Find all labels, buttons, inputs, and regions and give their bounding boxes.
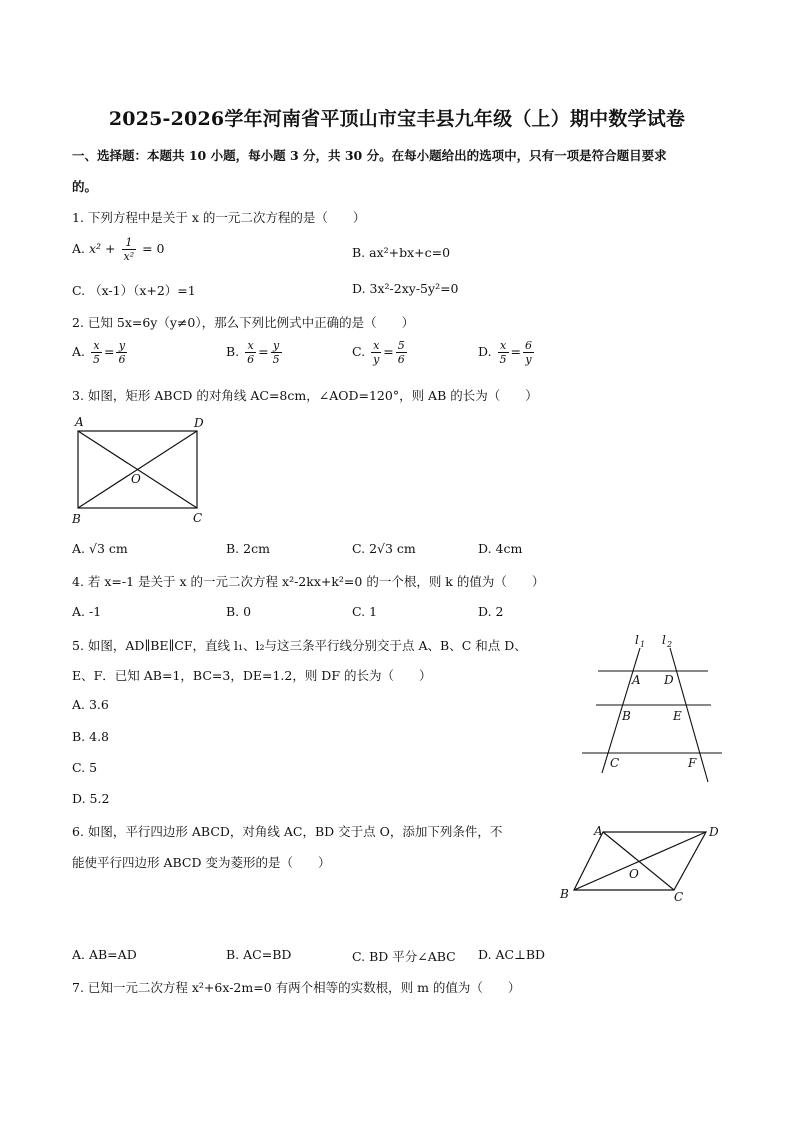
q5-stem-line2: E、F．已知 AB=1，BC=3，DE=1.2，则 DF 的长为（ ） bbox=[72, 668, 432, 683]
q3-option-b: B. 2cm bbox=[226, 541, 270, 556]
q5-option-c: C. 5 bbox=[72, 760, 98, 775]
q5-label-l2: l bbox=[662, 633, 666, 647]
page-title: 2025-2026学年河南省平顶山市宝丰县九年级（上）期中数学试卷 bbox=[108, 108, 686, 130]
q2-c-n2: 5 bbox=[397, 339, 405, 352]
q6-diagonal-ac bbox=[603, 832, 674, 890]
q6-label-d: D bbox=[709, 825, 719, 839]
q2-d-n2: 6 bbox=[525, 339, 533, 352]
q6-label-c: C bbox=[674, 890, 684, 904]
q2-d-eq: = bbox=[510, 344, 522, 359]
q6-diagonal-bd bbox=[574, 832, 706, 890]
q5-label-d: D bbox=[664, 673, 674, 687]
q6-label-o: O bbox=[629, 867, 639, 881]
q2-a-eq: = bbox=[104, 344, 115, 359]
q1-option-a bbox=[72, 236, 165, 263]
q2-b-d1: 6 bbox=[247, 353, 255, 366]
q4-option-a: A. -1 bbox=[72, 604, 102, 619]
q2-b-eq: = bbox=[258, 344, 269, 359]
q5-label-c: C bbox=[610, 756, 620, 770]
q2-a-n2: y bbox=[116, 339, 127, 353]
q3-label-d: D bbox=[194, 416, 204, 430]
q2-a-frac1 bbox=[91, 339, 102, 366]
q3-option-d: D. 4cm bbox=[478, 541, 523, 556]
q2-c-frac2 bbox=[396, 339, 407, 366]
q3-label-b: B bbox=[72, 512, 81, 526]
q1-a-expr-pre: x² + bbox=[89, 241, 116, 256]
q1-option-c: C. （x-1）（x+2）=1 bbox=[72, 283, 196, 298]
q2-a-n1: x bbox=[91, 339, 102, 353]
q5-line-l1 bbox=[602, 648, 640, 773]
q2-c-d2: 6 bbox=[397, 353, 405, 366]
q5-label-f: F bbox=[688, 756, 697, 770]
q2-option-d bbox=[478, 339, 536, 366]
q3-option-a: A. √3 cm bbox=[72, 541, 128, 556]
section-heading-line2: 的。 bbox=[72, 179, 98, 194]
q2-b-n1: x bbox=[245, 339, 256, 353]
q4-option-d: D. 2 bbox=[478, 604, 504, 619]
q2-d-frac1 bbox=[498, 339, 509, 366]
q2-d-n1: x bbox=[498, 339, 509, 353]
q5-option-d: D. 5.2 bbox=[72, 791, 110, 806]
q2-b-d2: 5 bbox=[272, 353, 280, 366]
q5-parallel-lines-figure bbox=[578, 630, 728, 785]
q6-label-b: B bbox=[560, 887, 569, 901]
q1-a-fraction bbox=[122, 236, 137, 263]
q2-d-d1: 5 bbox=[499, 353, 507, 366]
q6-stem-line2: 能使平行四边形 ABCD 变为菱形的是（ ） bbox=[72, 855, 331, 870]
q6-option-a: A. AB=AD bbox=[72, 947, 137, 962]
q6-option-d: D. AC⊥BD bbox=[478, 947, 546, 962]
q5-label-a: A bbox=[632, 673, 641, 687]
q4-option-c: C. 1 bbox=[352, 604, 378, 619]
q2-b-frac2 bbox=[271, 339, 282, 366]
q5-label-l2-sub: 2 bbox=[667, 640, 673, 649]
q2-c-n1: x bbox=[373, 339, 380, 352]
q4-stem: 4. 若 x=-1 是关于 x 的一元二次方程 x²-2kx+k²=0 的一个根，则 k 的值为（ ） bbox=[72, 574, 545, 589]
q6-option-c: C. BD 平分∠ABC bbox=[352, 949, 456, 964]
q3-rectangle-figure bbox=[66, 412, 216, 528]
q2-c-label: C. bbox=[352, 344, 366, 359]
q5-stem-line1: 5. 如图，AD∥BE∥CF，直线 l₁、l₂与这三条平行线分别交于点 A、B、C 和点 D、 bbox=[72, 638, 527, 653]
q5-label-l1-sub: 1 bbox=[640, 640, 646, 649]
q2-option-a bbox=[72, 339, 129, 366]
q2-option-b bbox=[226, 339, 284, 366]
q2-d-frac2 bbox=[523, 339, 534, 366]
q2-d-d2: y bbox=[525, 353, 532, 366]
q3-stem: 3. 如图，矩形 ABCD 的对角线 AC=8cm，∠AOD=120°，则 AB 的长为（ ） bbox=[72, 388, 538, 403]
q5-label-b: B bbox=[622, 709, 631, 723]
q1-a-label: A. bbox=[72, 241, 86, 256]
q1-a-expr-post: = 0 bbox=[142, 241, 165, 256]
q2-a-d1: 5 bbox=[93, 353, 100, 366]
q6-option-b: B. AC=BD bbox=[226, 947, 292, 962]
q1-stem: 1. 下列方程中是关于 x 的一元二次方程的是（ ） bbox=[72, 210, 366, 225]
q1-a-frac-num: 1 bbox=[122, 236, 137, 250]
q5-option-a: A. 3.6 bbox=[72, 697, 109, 712]
section-heading-line1: 一、选择题：本题共 10 小题，每小题 3 分，共 30 分。在每小题给出的选项中，只有一项是符合题目要求 bbox=[72, 148, 667, 163]
q5-option-b: B. 4.8 bbox=[72, 729, 110, 744]
q3-label-c: C bbox=[193, 511, 203, 525]
q5-label-l1: l bbox=[635, 633, 639, 647]
q2-c-eq: = bbox=[383, 344, 394, 359]
q3-label-a: A bbox=[75, 415, 84, 429]
q3-label-o: O bbox=[131, 472, 141, 486]
q2-c-frac1 bbox=[371, 339, 381, 366]
q2-d-label: D. bbox=[478, 344, 492, 359]
q2-b-n2: y bbox=[271, 339, 282, 353]
q6-parallelogram-figure bbox=[556, 820, 726, 910]
q2-stem: 2. 已知 5x=6y（y≠0），那么下列比例式中正确的是（ ） bbox=[72, 315, 415, 330]
q1-option-b: B. ax²+bx+c=0 bbox=[352, 245, 451, 260]
q1-option-d: D. 3x²-2xy-5y²=0 bbox=[352, 281, 459, 296]
q2-b-frac1 bbox=[245, 339, 256, 366]
q4-option-b: B. 0 bbox=[226, 604, 252, 619]
q2-a-label: A. bbox=[72, 344, 86, 359]
q2-a-frac2 bbox=[116, 339, 127, 366]
q5-label-e: E bbox=[673, 709, 682, 723]
q1-a-frac-den: x² bbox=[123, 250, 135, 263]
q2-c-d1: y bbox=[373, 353, 380, 366]
q7-stem: 7. 已知一元二次方程 x²+6x-2m=0 有两个相等的实数根，则 m 的值为（ ） bbox=[72, 980, 521, 995]
q2-b-label: B. bbox=[226, 344, 240, 359]
q2-option-c bbox=[352, 339, 409, 366]
q6-stem-line1: 6. 如图，平行四边形 ABCD，对角线 AC，BD 交于点 O，添加下列条件，不 bbox=[72, 824, 503, 839]
q3-option-c: C. 2√3 cm bbox=[352, 541, 416, 556]
q2-a-d2: 6 bbox=[118, 353, 126, 366]
q6-label-a: A bbox=[594, 824, 603, 838]
